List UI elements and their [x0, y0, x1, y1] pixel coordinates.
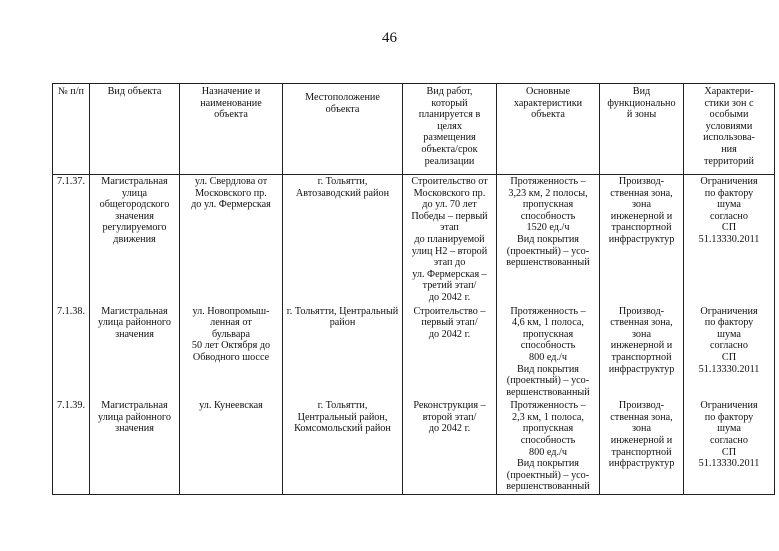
row-work-type: Реконструкция – второй этап/ до 2042 г.: [403, 399, 497, 494]
row-functional-zone: Производ- ственная зона, зона инженерной и транспортной инфраструктур: [600, 399, 684, 494]
table-row: [53, 305, 775, 400]
page-number: 46: [382, 30, 397, 46]
row-object-type: Магистральная улица общегородского значения регулируемого движения: [90, 175, 180, 305]
header-special-zones: Характери- стики зон с особыми условиями использова- ния территорий: [684, 84, 775, 175]
table-row: [53, 175, 775, 305]
row-purpose-name: ул. Свердлова от Московского пр. до ул. Фермерская: [180, 175, 283, 305]
row-special-zones: Ограничения по фактору шума согласно СП 51.13330.2011: [684, 175, 775, 305]
row-purpose-name: ул. Новопромыш- ленная от бульвара 50 лет Октября до Обводного шоссе: [180, 305, 283, 400]
row-num: 7.1.37.: [53, 175, 90, 305]
row-characteristics: Протяженность – 3,23 км, 2 полосы, пропускная способность 1520 ед./ч Вид покрытия (проектный) – усо- вершенствованный: [497, 175, 600, 305]
header-characteristics: Основные характеристики объекта: [497, 84, 600, 175]
row-work-type: Строительство от Московского пр. до ул. 70 лет Победы – первый этап до планируемой улиц Н2 – второй этап до ул. Фермерская – третий этап/ до 2042 г.: [403, 175, 497, 305]
table-header: [53, 84, 775, 175]
row-functional-zone: Производ- ственная зона, зона инженерной и транспортной инфраструктур: [600, 175, 684, 305]
row-characteristics: Протяженность – 4,6 км, 1 полоса, пропускная способность 800 ед./ч Вид покрытия (проектный) – усо- вершенствованный: [497, 305, 600, 400]
header-object-type: Вид объекта: [90, 84, 180, 175]
header-functional-zone: Вид функционально й зоны: [600, 84, 684, 175]
row-characteristics: Протяженность – 2,3 км, 1 полоса, пропускная способность 800 ед./ч Вид покрытия (проектный) – усо- вершенствованный: [497, 399, 600, 494]
row-purpose-name: ул. Кунеевская: [180, 399, 283, 494]
row-object-type: Магистральная улица районного значения: [90, 305, 180, 400]
row-num: 7.1.39.: [53, 399, 90, 494]
row-location: г. Тольятти, Автозаводский район: [283, 175, 403, 305]
row-special-zones: Ограничения по фактору шума согласно СП 51.13330.2011: [684, 399, 775, 494]
row-num: 7.1.38.: [53, 305, 90, 400]
row-location: г. Тольятти, Центральный район: [283, 305, 403, 400]
row-special-zones: Ограничения по фактору шума согласно СП 51.13330.2011: [684, 305, 775, 400]
row-object-type: Магистральная улица районного значения: [90, 399, 180, 494]
header-purpose-name: Назначение и наименование объекта: [180, 84, 283, 175]
objects-table: [52, 83, 775, 495]
row-work-type: Строительство – первый этап/ до 2042 г.: [403, 305, 497, 400]
header-location: Местоположение объекта: [283, 84, 403, 175]
header-work-type: Вид работ, который планируется в целях размещения объекта/срок реализации: [403, 84, 497, 175]
header-num: № п/п: [53, 84, 90, 175]
row-functional-zone: Производ- ственная зона, зона инженерной и транспортной инфраструктур: [600, 305, 684, 400]
row-location: г. Тольятти, Центральный район, Комсомольский район: [283, 399, 403, 494]
table-row: [53, 399, 775, 494]
